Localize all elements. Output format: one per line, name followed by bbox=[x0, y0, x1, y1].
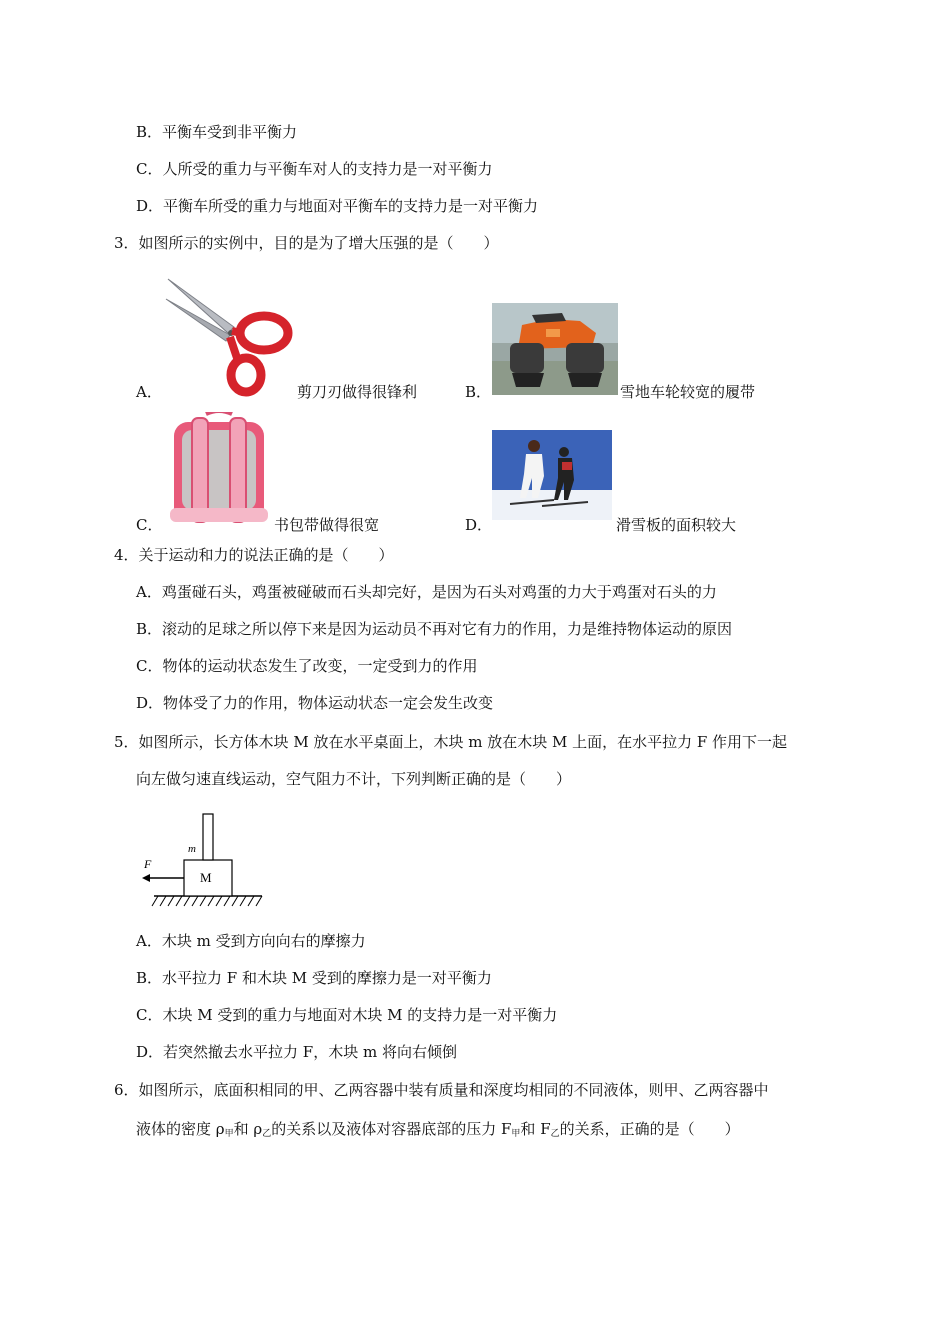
q6-text-c: 的关系以及液体对容器底部的压力 F bbox=[271, 1120, 512, 1138]
q2-option-d: D．平衡车所受的重力与地面对平衡车的支持力是一对平衡力 bbox=[136, 197, 539, 215]
figure-label-m: m bbox=[188, 843, 196, 855]
q6-sub-yi: 乙 bbox=[262, 1129, 272, 1139]
q6-stem-line1: 6．如图所示，底面积相同的甲、乙两容器中装有质量和深度均相同的不同液体，则甲、乙两容器中 bbox=[114, 1081, 769, 1099]
q3-option-d-caption: 滑雪板的面积较大 bbox=[616, 516, 737, 534]
figure-label-f: F bbox=[144, 857, 152, 871]
q6-sub-jia-2: 甲 bbox=[511, 1129, 521, 1139]
q3-option-a-caption: 剪刀刃做得很锋利 bbox=[297, 383, 418, 401]
q6-text-e: 的关系，正确的是（ ） bbox=[559, 1120, 740, 1138]
q6-sub-jia: 甲 bbox=[224, 1129, 234, 1139]
figure-label-big-m: M bbox=[200, 870, 212, 885]
q6-text-b: 和 ρ bbox=[233, 1120, 263, 1138]
q6-stem-line2 bbox=[136, 1119, 740, 1144]
skiers-image bbox=[492, 430, 612, 520]
q3-option-b-caption: 雪地车轮较宽的履带 bbox=[620, 383, 756, 401]
q6-text-d: 和 F bbox=[520, 1120, 551, 1138]
q5-option-d: D．若突然撤去水平拉力 F，木块 m 将向右倾倒 bbox=[136, 1043, 457, 1061]
q5-option-a: A．木块 m 受到方向向右的摩擦力 bbox=[136, 932, 366, 950]
q4-option-b: B．滚动的足球之所以停下来是因为运动员不再对它有力的作用，力是维持物体运动的原因 bbox=[136, 620, 733, 638]
q2-option-b: B．平衡车受到非平衡力 bbox=[136, 123, 298, 141]
q3-option-c-caption: 书包带做得很宽 bbox=[274, 516, 380, 534]
schoolbag-image bbox=[166, 412, 272, 532]
q3-stem: 3．如图所示的实例中，目的是为了增大压强的是（ ） bbox=[114, 234, 499, 252]
q3-option-d-letter: D． bbox=[465, 516, 493, 534]
q3-option-a-letter: A． bbox=[136, 383, 162, 401]
q5-stem-line2: 向左做匀速直线运动，空气阻力不计，下列判断正确的是（ ） bbox=[136, 770, 572, 788]
snow-vehicle-image bbox=[492, 303, 618, 395]
q5-force-diagram bbox=[140, 810, 266, 910]
q6-sub-yi-2: 乙 bbox=[550, 1129, 560, 1139]
q3-option-c-letter: C． bbox=[136, 516, 163, 534]
q5-stem-line1: 5．如图所示，长方体木块 M 放在水平桌面上，木块 m 放在木块 M 上面，在水平拉力 F 作用下一起 bbox=[114, 733, 788, 751]
q4-option-d: D．物体受了力的作用，物体运动状态一定会发生改变 bbox=[136, 694, 494, 712]
scissors-image bbox=[162, 275, 298, 399]
q4-option-c: C．物体的运动状态发生了改变，一定受到力的作用 bbox=[136, 657, 478, 675]
q5-option-c: C．木块 M 受到的重力与地面对木块 M 的支持力是一对平衡力 bbox=[136, 1006, 558, 1024]
q3-option-b-letter: B． bbox=[465, 383, 492, 401]
q6-text-a: 液体的密度 ρ bbox=[136, 1120, 225, 1138]
q5-option-b: B．水平拉力 F 和木块 M 受到的摩擦力是一对平衡力 bbox=[136, 969, 492, 987]
q4-stem: 4．关于运动和力的说法正确的是（ ） bbox=[114, 546, 394, 564]
q2-option-c: C．人所受的重力与平衡车对人的支持力是一对平衡力 bbox=[136, 160, 493, 178]
q4-option-a: A．鸡蛋碰石头，鸡蛋被碰破而石头却完好，是因为石头对鸡蛋的力大于鸡蛋对石头的力 bbox=[136, 583, 717, 601]
